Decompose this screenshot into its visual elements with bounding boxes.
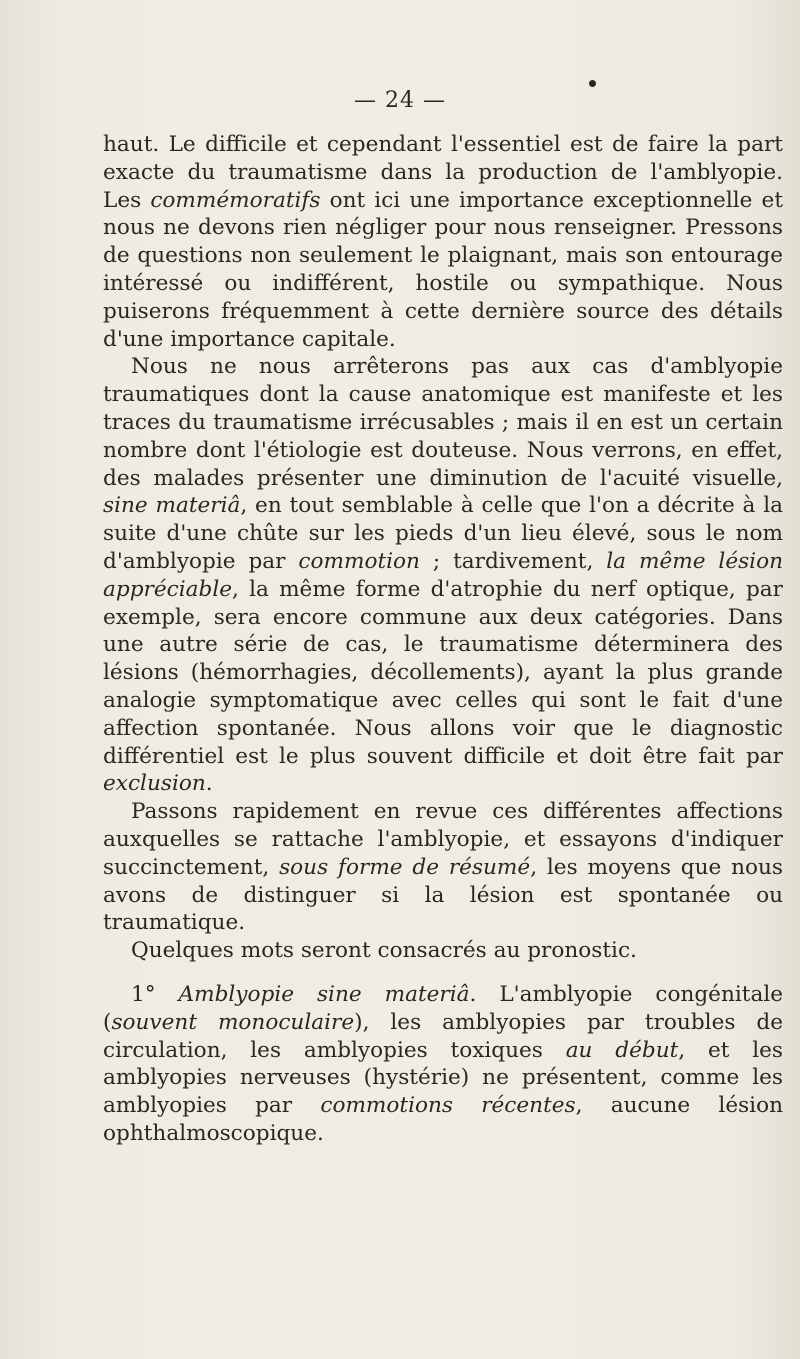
text-run: ; tardivement, (419, 548, 607, 574)
text-run: , les moyens que nous avons de distinguer si la lésion est spontanée ou traumatique. (103, 854, 784, 936)
text-run: ), les amblyopies par troubles de circulation, les amblyopies toxiques (103, 1009, 783, 1063)
italic-run: commémoratifs (150, 187, 321, 213)
italic-run: sine materiâ (103, 493, 241, 519)
italic-run: souvent monoculaire (111, 1009, 355, 1035)
text-run: . L'amblyopie congénitale ( (103, 981, 784, 1035)
text-run: Quelques mots seront consacrés au pronostic. (131, 938, 637, 964)
paragraph-3 (103, 798, 783, 937)
italic-run: commotion (298, 548, 420, 574)
text-run: , la même forme d'atrophie du nerf optique, par exemple, sera encore commune aux deux catégories. Dans une autre série de cas, le traumatisme déterminera des lésions (hémorrhagies, décollements), ayant la plus grande analogie symptomatique avec celles qui sont le fait d'une affection spontanée. Nous allons voir que le diagnostic différentiel est le plus souvent difficile et doit être fait par (103, 576, 783, 769)
paragraph-1 (103, 131, 783, 353)
text-run: , aucune lésion ophthalmoscopique. (103, 1093, 783, 1146)
paragraph-2 (103, 353, 783, 798)
ink-dot (589, 80, 596, 87)
text-run: . (205, 771, 213, 797)
body-text (103, 131, 783, 1148)
text-run: Passons rapidement en revue ces différentes affections auxquelles se rattache l'amblyopie, et essayons d'indiquer succinctement, (103, 799, 783, 880)
text-run: , en tout semblable à celle que l'on a décrite à la suite d'une chûte sur les pieds d'un lieu élevé, sous le nom d'amblyopie par (103, 493, 783, 574)
text-run: Nous ne nous arrêterons pas aux cas d'amblyopie traumatiques dont la cause anatomique est manifeste et les traces du traumatisme irrécusables ; mais il en est un certain nombre dont l'étiologie est douteuse. Nous verrons, en effet, des malades présenter une diminution de l'acuité visuelle, (103, 354, 783, 491)
page-number: — 24 — (354, 88, 446, 113)
text-run: , et les amblyopies nerveuses (hystérie) ne présentent, comme les amblyopies par (103, 1037, 784, 1119)
paragraph-5 (103, 981, 783, 1148)
italic-run: au début (565, 1037, 679, 1063)
italic-run: commotions récentes (320, 1093, 576, 1119)
text-run: 1° (131, 981, 179, 1007)
text-run: haut. Le difficile et cependant l'essentiel est de faire la part exacte du traumatisme dans la production de l'amblyopie. Les (103, 132, 783, 213)
italic-run: sous forme de résumé (279, 854, 531, 880)
italic-run: la même lésion appréciable (103, 548, 783, 602)
italic-run: exclusion (103, 771, 206, 797)
section-heading: Amblyopie sine materiâ (178, 981, 470, 1007)
paragraph-4 (103, 937, 783, 965)
text-run: ont ici une importance exceptionnelle et nous ne devons rien négliger pour nous renseigner. Pressons de questions non seulement le plaignant, mais son entourage intéressé ou indifférent, hostile ou sympathique. Nous puiserons fréquemment à cette dernière source des détails d'une importance capitale. (103, 187, 783, 352)
